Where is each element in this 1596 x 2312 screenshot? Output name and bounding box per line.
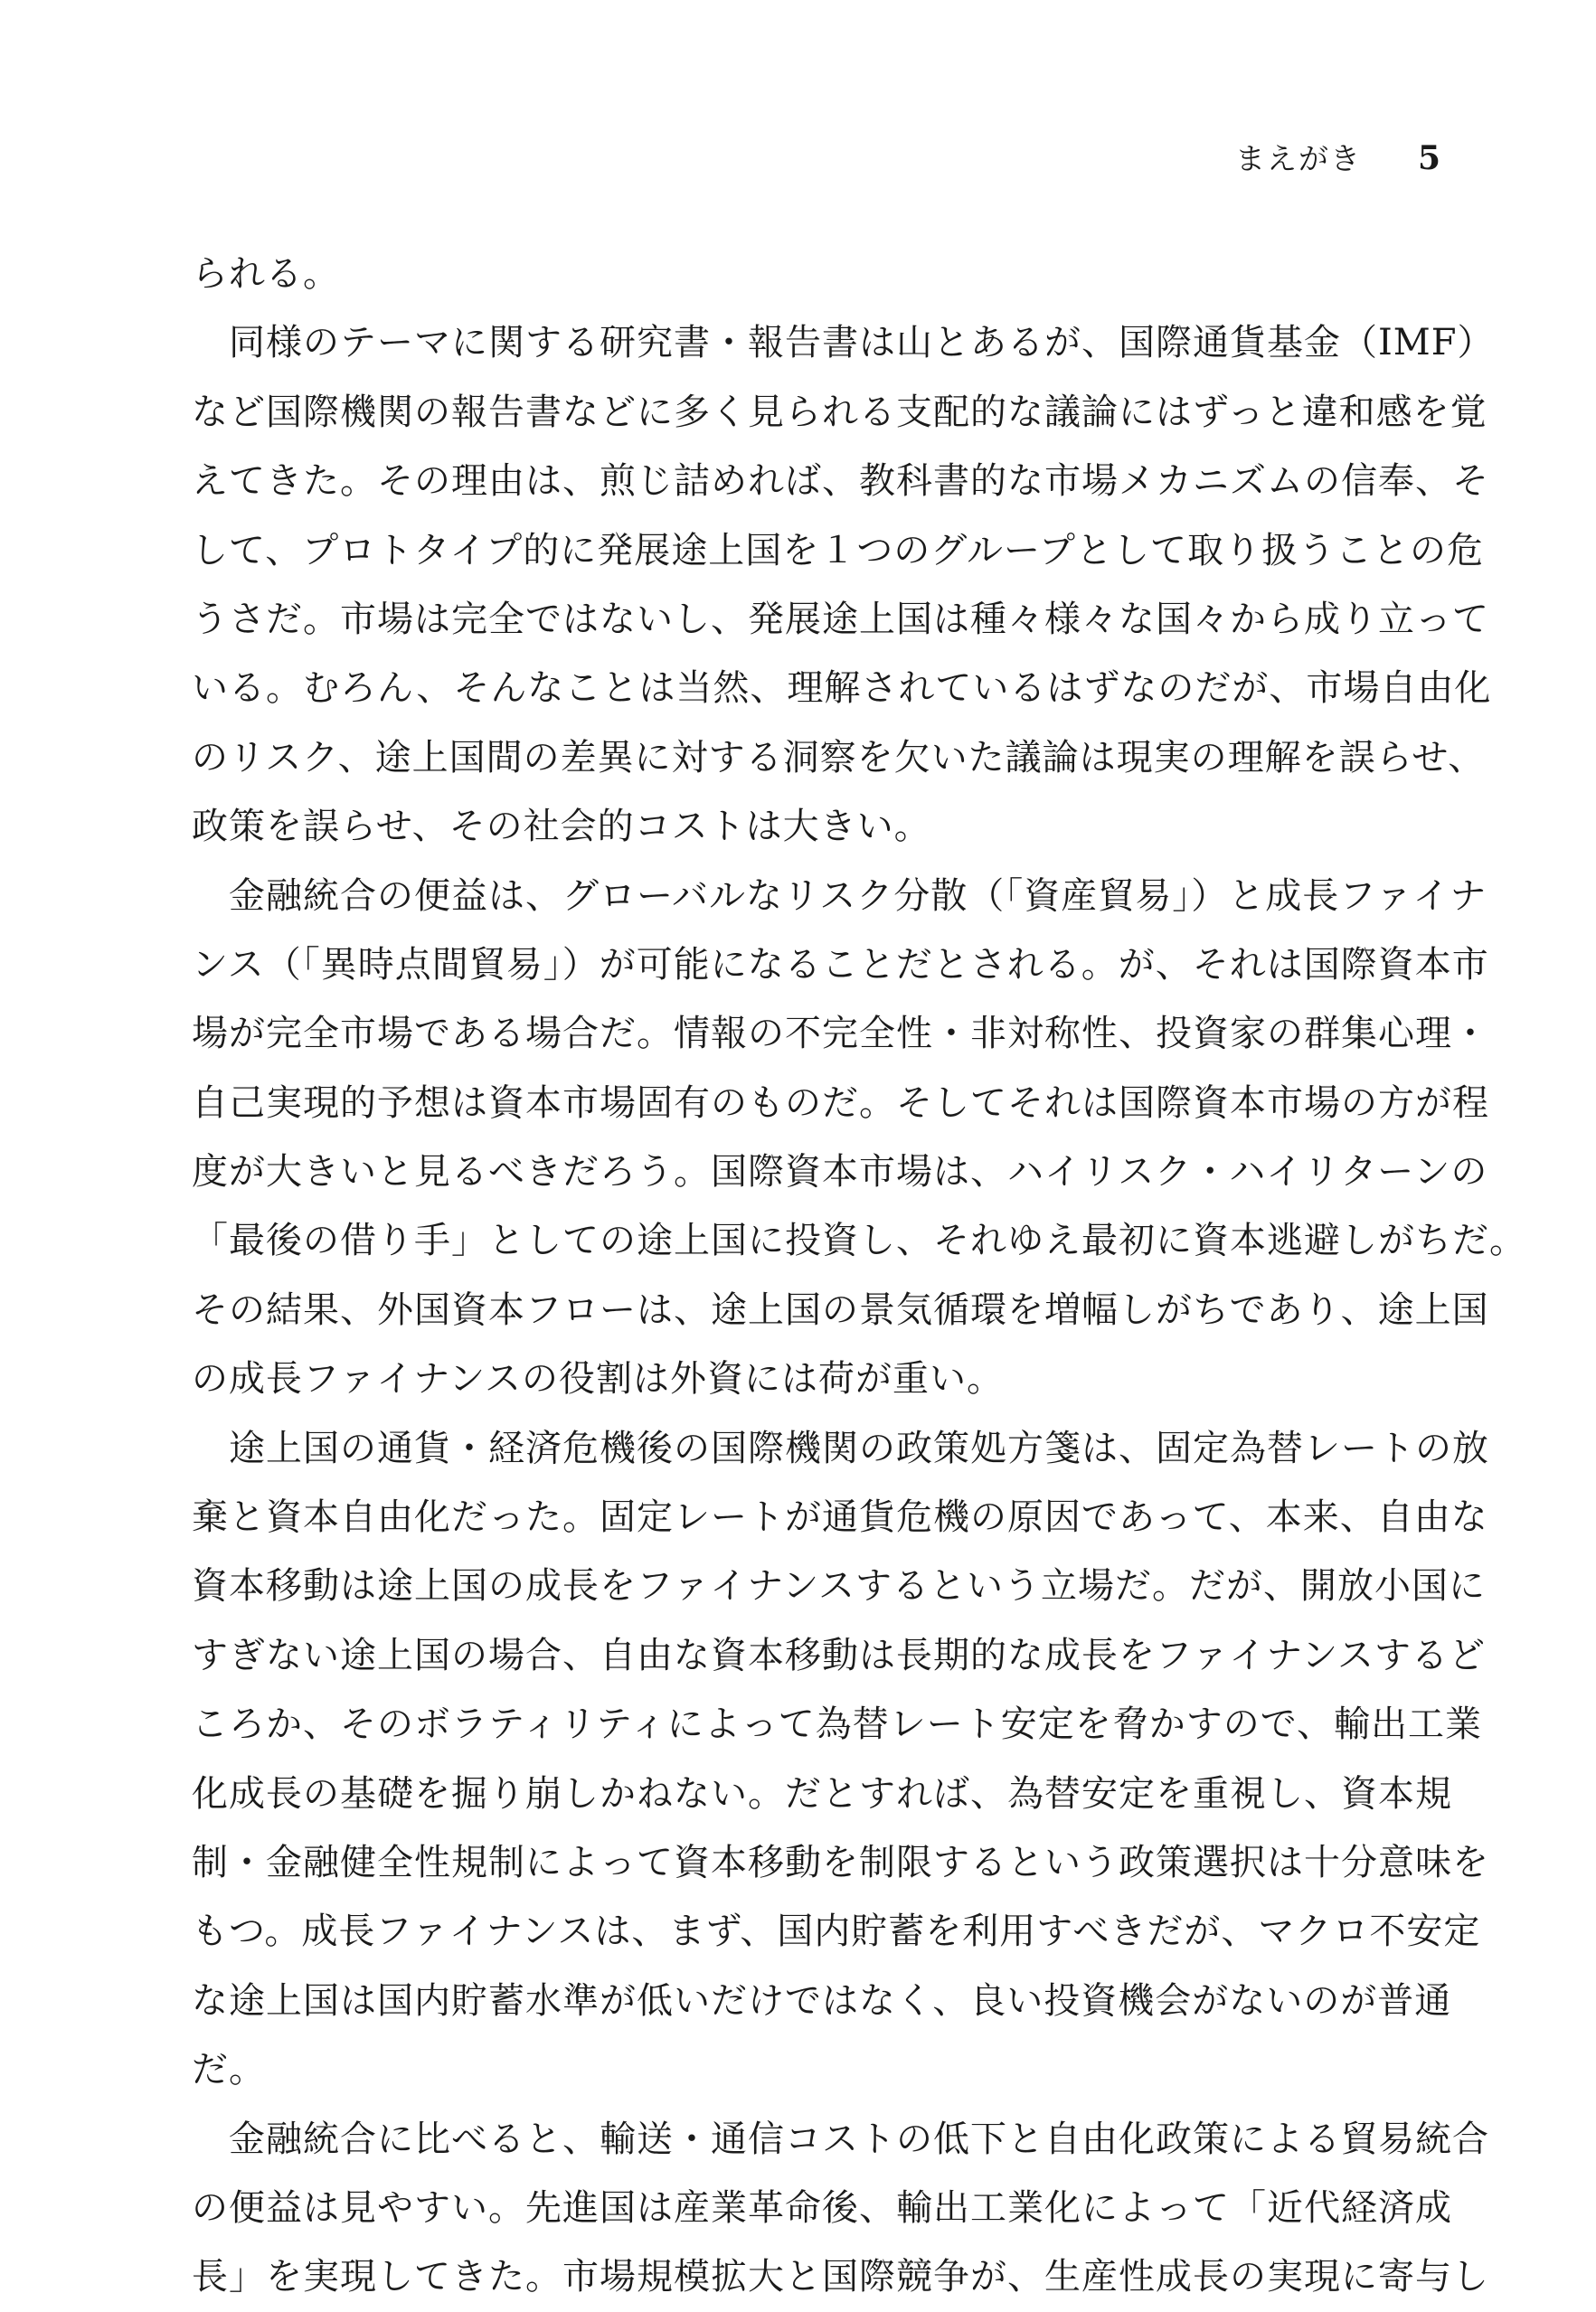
page-number: 5 (1417, 139, 1442, 177)
text-line: だ。 (192, 2049, 266, 2091)
text-line: 資本移動は途上国の成長をファイナンスするという立場だ。だが、開放小国に (192, 1565, 1486, 1608)
text-line: 政策を誤らせ、その社会的コストは大きい。 (192, 806, 931, 848)
text-line: 途上国の通貨・経済危機後の国際機関の政策処方箋は、固定為替レートの放 (192, 1427, 1489, 1469)
text-line: 棄と資本自由化だった。固定レートが通貨危機の原因であって、本来、自由な (192, 1496, 1488, 1539)
text-line: 同様のテーマに関する研究書・報告書は山とあるが、国際通貨基金（IMF） (192, 322, 1495, 364)
text-line: ンス（「異時点間貿易」）が可能になることだとされる。が、それは国際資本市 (192, 943, 1489, 986)
text-line: の成長ファイナンスの役割は外資には荷が重い。 (192, 1358, 1004, 1401)
text-line: 金融統合の便益は、グローバルなリスク分散（「資産貿易」）と成長ファイナ (192, 874, 1487, 917)
text-line: 度が大きいと見るべきだろう。国際資本市場は、ハイリスク・ハイリターンの (192, 1151, 1488, 1194)
text-line: 化成長の基礎を掘り崩しかねない。だとすれば、為替安定を重視し、資本規 (192, 1772, 1452, 1815)
text-line: うさだ。市場は完全ではないし、発展途上国は種々様々な国々から成り立って (192, 598, 1489, 640)
text-line: など国際機関の報告書などに多く見られる支配的な議論にはずっと違和感を覚 (192, 391, 1487, 433)
text-line: えてきた。その理由は、煎じ詰めれば、教科書的な市場メカニズムの信奉、そ (192, 460, 1489, 503)
text-line: その結果、外国資本フローは、途上国の景気循環を増幅しがちであり、途上国 (192, 1288, 1489, 1331)
text-line: な途上国は国内貯蓄水準が低いだけではなく、良い投資機会がないのが普通 (192, 1979, 1452, 2022)
text-line: られる。 (192, 253, 340, 295)
text-line: 制・金融健全性規制によって資本移動を制限するという政策選択は十分意味を (192, 1841, 1489, 1883)
text-line: のリスク、途上国間の差異に対する洞察を欠いた議論は現実の理解を誤らせ、 (192, 736, 1486, 779)
chapter-title: まえがき (1234, 141, 1362, 176)
body-text (192, 240, 1526, 2312)
running-header (1235, 136, 1442, 178)
text-line: 金融統合に比べると、輸送・通信コストの低下と自由化政策による貿易統合 (192, 2118, 1489, 2160)
text-line: すぎない途上国の場合、自由な資本移動は長期的な成長をファイナンスするど (192, 1634, 1486, 1676)
text-line: 自己実現的予想は資本市場固有のものだ。そしてそれは国際資本市場の方が程 (192, 1081, 1489, 1124)
text-line: の便益は見やすい。先進国は産業革命後、輸出工業化によって「近代経済成 (192, 2186, 1452, 2229)
text-line: 長」を実現してきた。市場規模拡大と国際競争が、生産性成長の実現に寄与し (192, 2256, 1489, 2298)
text-line: して、プロトタイプ的に発展途上国を１つのグループとして取り扱うことの危 (192, 529, 1484, 571)
text-line: ころか、そのボラティリティによって為替レート安定を脅かすので、輸出工業 (192, 1703, 1482, 1746)
text-line: 場が完全市場である場合だ。情報の不完全性・非対称性、投資家の群集心理・ (192, 1013, 1489, 1055)
text-line: いる。むろん、そんなことは当然、理解されているはずなのだが、市場自由化 (192, 667, 1492, 710)
text-line: もつ。成長ファイナンスは、まず、国内貯蓄を利用すべきだが、マクロ不安定 (192, 1911, 1481, 1953)
text-line: 「最後の借り手」としての途上国に投資し、それゆえ最初に資本逃避しがちだ。 (192, 1220, 1526, 1262)
